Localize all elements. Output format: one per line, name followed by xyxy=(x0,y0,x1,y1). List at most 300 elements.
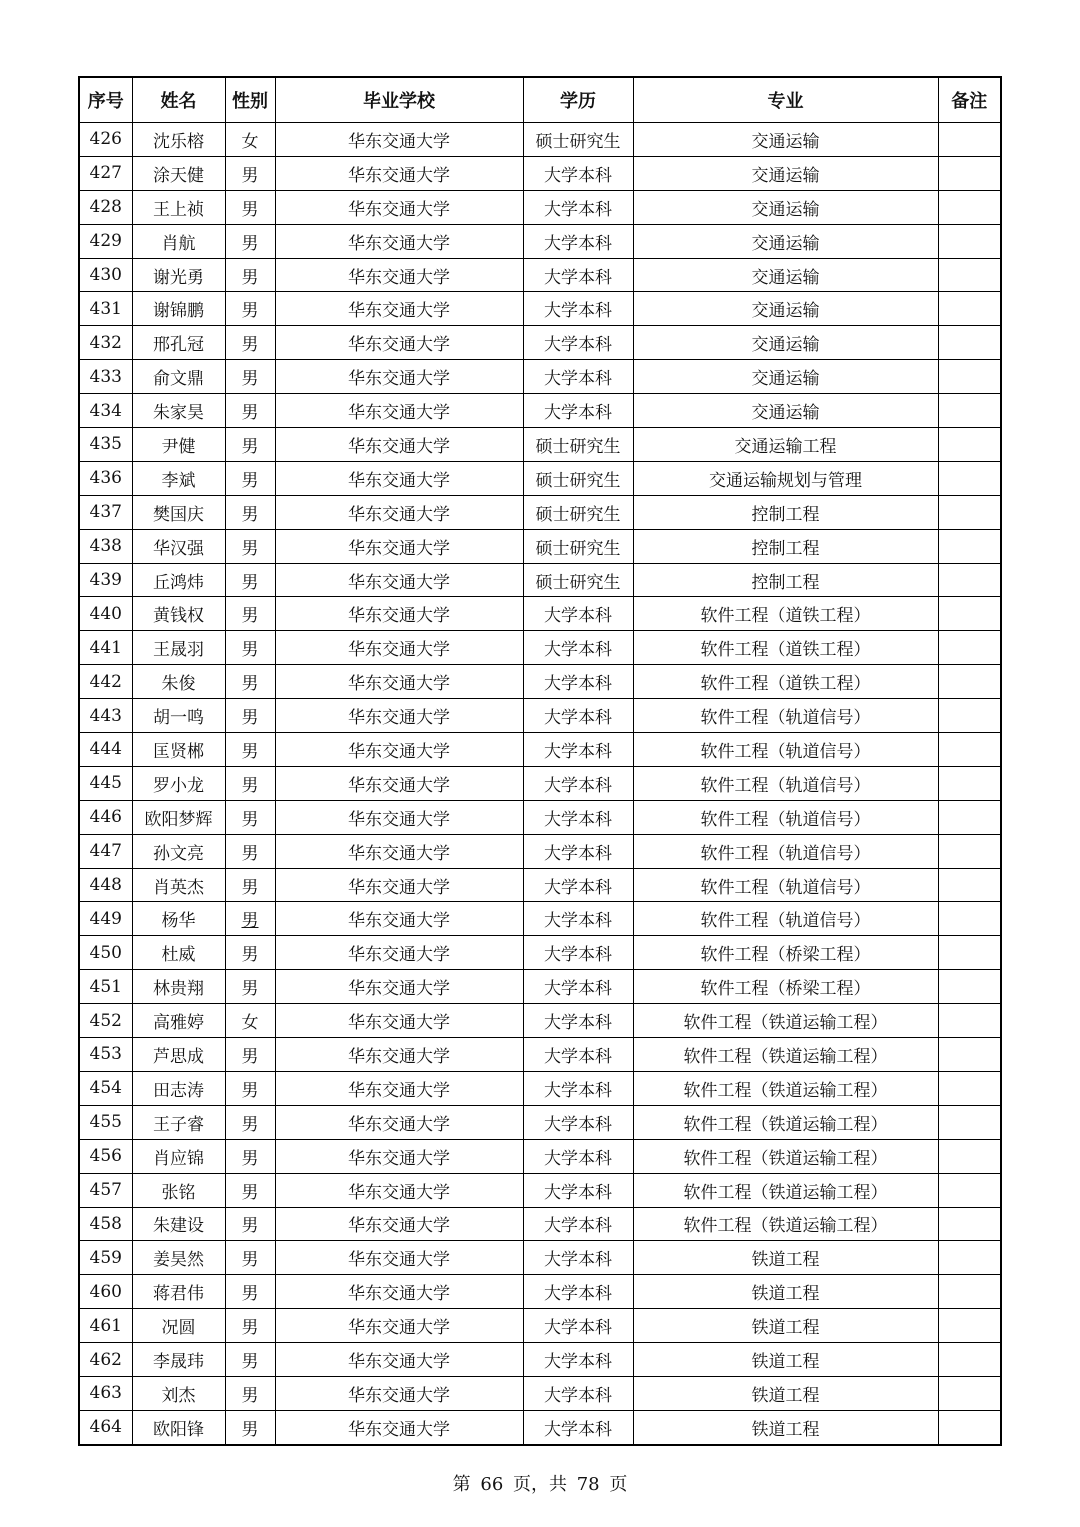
cell-degree: 大学本科 xyxy=(523,1309,633,1343)
cell-remark xyxy=(938,733,1001,767)
cell-name: 邢孔冠 xyxy=(132,326,225,360)
table-row xyxy=(79,1038,1001,1072)
cell-remark xyxy=(938,1241,1001,1275)
cell-remark xyxy=(938,665,1001,699)
cell-no: 439 xyxy=(79,563,132,597)
cell-school: 华东交通大学 xyxy=(275,292,523,326)
cell-name: 杜威 xyxy=(132,936,225,970)
cell-no: 455 xyxy=(79,1105,132,1139)
table-row xyxy=(79,156,1001,190)
cell-no: 431 xyxy=(79,292,132,326)
cell-no: 428 xyxy=(79,190,132,224)
cell-degree: 大学本科 xyxy=(523,1343,633,1377)
cell-gender: 男 xyxy=(225,156,275,190)
table-row xyxy=(79,733,1001,767)
cell-remark xyxy=(938,800,1001,834)
cell-gender: 男 xyxy=(225,394,275,428)
cell-no: 450 xyxy=(79,936,132,970)
cell-major: 铁道工程 xyxy=(633,1410,938,1444)
cell-gender-text: 男 xyxy=(241,911,259,932)
table-row xyxy=(79,800,1001,834)
cell-remark xyxy=(938,597,1001,631)
cell-no: 444 xyxy=(79,733,132,767)
cell-remark xyxy=(938,834,1001,868)
cell-gender: 男 xyxy=(225,1105,275,1139)
cell-name: 樊国庆 xyxy=(132,495,225,529)
cell-degree: 大学本科 xyxy=(523,970,633,1004)
cell-name: 欧阳锋 xyxy=(132,1410,225,1444)
table-row xyxy=(79,258,1001,292)
table-row xyxy=(79,461,1001,495)
cell-degree: 大学本科 xyxy=(523,1376,633,1410)
cell-no: 440 xyxy=(79,597,132,631)
table-row xyxy=(79,495,1001,529)
cell-gender: 男 xyxy=(225,360,275,394)
cell-degree: 硕士研究生 xyxy=(523,461,633,495)
cell-remark xyxy=(938,326,1001,360)
cell-name: 胡一鸣 xyxy=(132,699,225,733)
cell-no: 430 xyxy=(79,258,132,292)
cell-major: 软件工程（道铁工程） xyxy=(633,597,938,631)
cell-school: 华东交通大学 xyxy=(275,563,523,597)
table-row xyxy=(79,1410,1001,1444)
cell-degree: 大学本科 xyxy=(523,1004,633,1038)
cell-remark xyxy=(938,461,1001,495)
cell-no: 443 xyxy=(79,699,132,733)
cell-name: 高雅婷 xyxy=(132,1004,225,1038)
table-row xyxy=(79,360,1001,394)
cell-degree: 大学本科 xyxy=(523,597,633,631)
cell-remark xyxy=(938,1343,1001,1377)
cell-major: 交通运输 xyxy=(633,258,938,292)
cell-gender: 男 xyxy=(225,1343,275,1377)
cell-school: 华东交通大学 xyxy=(275,936,523,970)
table-row xyxy=(79,766,1001,800)
cell-gender: 男 xyxy=(225,1071,275,1105)
cell-degree: 大学本科 xyxy=(523,1207,633,1241)
cell-remark xyxy=(938,529,1001,563)
cell-degree: 大学本科 xyxy=(523,834,633,868)
cell-no: 438 xyxy=(79,529,132,563)
table-row xyxy=(79,1241,1001,1275)
cell-name: 罗小龙 xyxy=(132,766,225,800)
cell-degree: 大学本科 xyxy=(523,1241,633,1275)
cell-no: 435 xyxy=(79,428,132,462)
cell-gender: 男 xyxy=(225,495,275,529)
table-row xyxy=(79,1105,1001,1139)
cell-no: 427 xyxy=(79,156,132,190)
cell-no: 458 xyxy=(79,1207,132,1241)
cell-school: 华东交通大学 xyxy=(275,1343,523,1377)
cell-gender: 男 xyxy=(225,1241,275,1275)
cell-gender: 男 xyxy=(225,461,275,495)
cell-school: 华东交通大学 xyxy=(275,1207,523,1241)
table-row xyxy=(79,1139,1001,1173)
cell-remark xyxy=(938,224,1001,258)
cell-school: 华东交通大学 xyxy=(275,1071,523,1105)
cell-degree: 硕士研究生 xyxy=(523,563,633,597)
cell-degree: 硕士研究生 xyxy=(523,495,633,529)
cell-school: 华东交通大学 xyxy=(275,529,523,563)
cell-degree: 大学本科 xyxy=(523,800,633,834)
cell-no: 459 xyxy=(79,1241,132,1275)
table-row xyxy=(79,665,1001,699)
cell-gender: 男 xyxy=(225,699,275,733)
table-row xyxy=(79,224,1001,258)
cell-no: 460 xyxy=(79,1275,132,1309)
cell-school: 华东交通大学 xyxy=(275,902,523,936)
cell-major: 软件工程（铁道运输工程） xyxy=(633,1038,938,1072)
cell-degree: 大学本科 xyxy=(523,1410,633,1444)
cell-remark xyxy=(938,156,1001,190)
table-row xyxy=(79,970,1001,1004)
cell-gender: 男 xyxy=(225,326,275,360)
cell-major: 软件工程（铁道运输工程） xyxy=(633,1004,938,1038)
cell-degree: 大学本科 xyxy=(523,224,633,258)
cell-name: 谢光勇 xyxy=(132,258,225,292)
cell-school: 华东交通大学 xyxy=(275,699,523,733)
cell-major: 软件工程（道铁工程） xyxy=(633,631,938,665)
cell-name: 芦思成 xyxy=(132,1038,225,1072)
cell-school: 华东交通大学 xyxy=(275,258,523,292)
header-no: 序号 xyxy=(79,77,132,123)
table-row xyxy=(79,868,1001,902)
cell-degree: 大学本科 xyxy=(523,665,633,699)
cell-no: 446 xyxy=(79,800,132,834)
cell-school: 华东交通大学 xyxy=(275,1004,523,1038)
cell-gender: 男 xyxy=(225,1207,275,1241)
cell-name: 朱俊 xyxy=(132,665,225,699)
cell-degree: 大学本科 xyxy=(523,326,633,360)
cell-degree: 大学本科 xyxy=(523,1105,633,1139)
cell-remark xyxy=(938,190,1001,224)
cell-remark xyxy=(938,1173,1001,1207)
cell-major: 交通运输 xyxy=(633,156,938,190)
cell-name: 蒋君伟 xyxy=(132,1275,225,1309)
cell-school: 华东交通大学 xyxy=(275,1410,523,1444)
cell-major: 交通运输工程 xyxy=(633,428,938,462)
cell-major: 交通运输 xyxy=(633,224,938,258)
cell-gender: 男 xyxy=(225,190,275,224)
cell-degree: 大学本科 xyxy=(523,902,633,936)
cell-gender: 男 xyxy=(225,1275,275,1309)
cell-name: 涂天健 xyxy=(132,156,225,190)
cell-name: 林贵翔 xyxy=(132,970,225,1004)
cell-name: 孙文亮 xyxy=(132,834,225,868)
cell-school: 华东交通大学 xyxy=(275,597,523,631)
cell-name: 肖英杰 xyxy=(132,868,225,902)
cell-major: 软件工程（铁道运输工程） xyxy=(633,1105,938,1139)
table-row xyxy=(79,597,1001,631)
cell-major: 控制工程 xyxy=(633,529,938,563)
cell-name: 张铭 xyxy=(132,1173,225,1207)
cell-major: 铁道工程 xyxy=(633,1309,938,1343)
cell-major: 交通运输规划与管理 xyxy=(633,461,938,495)
cell-no: 434 xyxy=(79,394,132,428)
table-row xyxy=(79,123,1001,157)
cell-name: 李斌 xyxy=(132,461,225,495)
cell-no: 464 xyxy=(79,1410,132,1444)
cell-gender: 男 xyxy=(225,258,275,292)
cell-school: 华东交通大学 xyxy=(275,1241,523,1275)
cell-degree: 大学本科 xyxy=(523,1038,633,1072)
cell-remark xyxy=(938,563,1001,597)
cell-gender: 男 xyxy=(225,1309,275,1343)
cell-school: 华东交通大学 xyxy=(275,766,523,800)
cell-no: 457 xyxy=(79,1173,132,1207)
cell-school: 华东交通大学 xyxy=(275,190,523,224)
cell-name: 匡贤郴 xyxy=(132,733,225,767)
cell-no: 463 xyxy=(79,1376,132,1410)
cell-remark xyxy=(938,1207,1001,1241)
cell-remark xyxy=(938,1309,1001,1343)
cell-major: 软件工程（轨道信号） xyxy=(633,766,938,800)
cell-gender: 男 xyxy=(225,665,275,699)
cell-degree: 大学本科 xyxy=(523,631,633,665)
cell-major: 软件工程（桥梁工程） xyxy=(633,970,938,1004)
cell-school: 华东交通大学 xyxy=(275,461,523,495)
cell-school: 华东交通大学 xyxy=(275,631,523,665)
cell-gender: 男 xyxy=(225,292,275,326)
cell-school: 华东交通大学 xyxy=(275,970,523,1004)
table-row xyxy=(79,1004,1001,1038)
cell-school: 华东交通大学 xyxy=(275,868,523,902)
cell-major: 软件工程（桥梁工程） xyxy=(633,936,938,970)
cell-school: 华东交通大学 xyxy=(275,360,523,394)
cell-major: 软件工程（铁道运输工程） xyxy=(633,1207,938,1241)
cell-major: 控制工程 xyxy=(633,495,938,529)
cell-degree: 大学本科 xyxy=(523,292,633,326)
cell-no: 456 xyxy=(79,1139,132,1173)
cell-gender: 男 xyxy=(225,1376,275,1410)
cell-degree: 大学本科 xyxy=(523,936,633,970)
cell-major: 交通运输 xyxy=(633,292,938,326)
cell-degree: 大学本科 xyxy=(523,156,633,190)
cell-remark xyxy=(938,631,1001,665)
cell-major: 软件工程（轨道信号） xyxy=(633,902,938,936)
cell-remark xyxy=(938,936,1001,970)
cell-degree: 大学本科 xyxy=(523,766,633,800)
cell-gender: 男 xyxy=(225,631,275,665)
cell-degree: 大学本科 xyxy=(523,699,633,733)
cell-gender: 女 xyxy=(225,123,275,157)
cell-gender: 男 xyxy=(225,597,275,631)
table-row xyxy=(79,699,1001,733)
cell-name: 肖应锦 xyxy=(132,1139,225,1173)
cell-gender: 男 xyxy=(225,766,275,800)
cell-degree: 大学本科 xyxy=(523,733,633,767)
table-row xyxy=(79,1275,1001,1309)
cell-major: 软件工程（道铁工程） xyxy=(633,665,938,699)
cell-school: 华东交通大学 xyxy=(275,1376,523,1410)
cell-name: 朱建设 xyxy=(132,1207,225,1241)
cell-school: 华东交通大学 xyxy=(275,123,523,157)
cell-name: 刘杰 xyxy=(132,1376,225,1410)
table-row xyxy=(79,1071,1001,1105)
cell-degree: 大学本科 xyxy=(523,1275,633,1309)
cell-school: 华东交通大学 xyxy=(275,495,523,529)
cell-no: 426 xyxy=(79,123,132,157)
cell-degree: 大学本科 xyxy=(523,360,633,394)
table-row xyxy=(79,1343,1001,1377)
cell-gender: 男 xyxy=(225,868,275,902)
cell-remark xyxy=(938,970,1001,1004)
cell-no: 451 xyxy=(79,970,132,1004)
table-row xyxy=(79,428,1001,462)
cell-school: 华东交通大学 xyxy=(275,1105,523,1139)
table-row xyxy=(79,902,1001,936)
table-row xyxy=(79,529,1001,563)
cell-school: 华东交通大学 xyxy=(275,156,523,190)
cell-name: 黄钱权 xyxy=(132,597,225,631)
cell-name: 朱家昊 xyxy=(132,394,225,428)
cell-gender: 男 xyxy=(225,800,275,834)
cell-major: 交通运输 xyxy=(633,394,938,428)
cell-no: 448 xyxy=(79,868,132,902)
cell-degree: 硕士研究生 xyxy=(523,529,633,563)
cell-gender: 男 xyxy=(225,733,275,767)
cell-school: 华东交通大学 xyxy=(275,1038,523,1072)
cell-name: 况圆 xyxy=(132,1309,225,1343)
cell-name: 华汉强 xyxy=(132,529,225,563)
table-header-row xyxy=(79,77,1001,123)
header-remark: 备注 xyxy=(938,77,1001,123)
cell-no: 453 xyxy=(79,1038,132,1072)
cell-name: 俞文鼎 xyxy=(132,360,225,394)
cell-major: 交通运输 xyxy=(633,326,938,360)
cell-no: 447 xyxy=(79,834,132,868)
cell-no: 432 xyxy=(79,326,132,360)
cell-school: 华东交通大学 xyxy=(275,733,523,767)
cell-remark xyxy=(938,292,1001,326)
header-school: 毕业学校 xyxy=(275,77,523,123)
cell-degree: 大学本科 xyxy=(523,1139,633,1173)
cell-degree: 硕士研究生 xyxy=(523,123,633,157)
cell-name: 王晟羽 xyxy=(132,631,225,665)
cell-gender: 男 xyxy=(225,970,275,1004)
cell-major: 铁道工程 xyxy=(633,1275,938,1309)
cell-school: 华东交通大学 xyxy=(275,800,523,834)
cell-gender: 男 xyxy=(225,1139,275,1173)
cell-no: 442 xyxy=(79,665,132,699)
header-name: 姓名 xyxy=(132,77,225,123)
cell-major: 软件工程（轨道信号） xyxy=(633,733,938,767)
cell-school: 华东交通大学 xyxy=(275,834,523,868)
cell-major: 软件工程（铁道运输工程） xyxy=(633,1139,938,1173)
cell-gender: 男 xyxy=(225,834,275,868)
cell-remark xyxy=(938,360,1001,394)
cell-remark xyxy=(938,394,1001,428)
cell-school: 华东交通大学 xyxy=(275,224,523,258)
cell-name: 沈乐榕 xyxy=(132,123,225,157)
cell-name: 丘鸿炜 xyxy=(132,563,225,597)
cell-no: 461 xyxy=(79,1309,132,1343)
cell-name: 李晟玮 xyxy=(132,1343,225,1377)
cell-name: 欧阳梦辉 xyxy=(132,800,225,834)
table-row xyxy=(79,326,1001,360)
cell-major: 软件工程（轨道信号） xyxy=(633,868,938,902)
header-major: 专业 xyxy=(633,77,938,123)
table-row xyxy=(79,1309,1001,1343)
cell-school: 华东交通大学 xyxy=(275,428,523,462)
cell-name: 谢锦鹏 xyxy=(132,292,225,326)
cell-remark xyxy=(938,1376,1001,1410)
cell-gender: 男 xyxy=(225,936,275,970)
header-gender: 性别 xyxy=(225,77,275,123)
cell-name: 王子睿 xyxy=(132,1105,225,1139)
cell-no: 441 xyxy=(79,631,132,665)
cell-name: 肖航 xyxy=(132,224,225,258)
cell-no: 462 xyxy=(79,1343,132,1377)
cell-remark xyxy=(938,868,1001,902)
cell-degree: 大学本科 xyxy=(523,258,633,292)
cell-major: 软件工程（铁道运输工程） xyxy=(633,1173,938,1207)
cell-major: 交通运输 xyxy=(633,190,938,224)
cell-school: 华东交通大学 xyxy=(275,1309,523,1343)
cell-degree: 大学本科 xyxy=(523,394,633,428)
table-row xyxy=(79,1376,1001,1410)
cell-major: 铁道工程 xyxy=(633,1376,938,1410)
cell-school: 华东交通大学 xyxy=(275,326,523,360)
cell-major: 铁道工程 xyxy=(633,1343,938,1377)
cell-remark xyxy=(938,699,1001,733)
cell-gender: 女 xyxy=(225,1004,275,1038)
cell-remark xyxy=(938,902,1001,936)
cell-name: 杨华 xyxy=(132,902,225,936)
table-row xyxy=(79,292,1001,326)
cell-remark xyxy=(938,1139,1001,1173)
cell-name: 尹健 xyxy=(132,428,225,462)
cell-no: 436 xyxy=(79,461,132,495)
cell-remark xyxy=(938,428,1001,462)
cell-name: 姜昊然 xyxy=(132,1241,225,1275)
cell-remark xyxy=(938,1410,1001,1444)
cell-school: 华东交通大学 xyxy=(275,1139,523,1173)
cell-gender: 男 xyxy=(225,529,275,563)
cell-degree: 大学本科 xyxy=(523,1173,633,1207)
cell-major: 软件工程（轨道信号） xyxy=(633,699,938,733)
table-row xyxy=(79,631,1001,665)
cell-gender: 男 xyxy=(225,1038,275,1072)
cell-school: 华东交通大学 xyxy=(275,394,523,428)
cell-no: 454 xyxy=(79,1071,132,1105)
table-row xyxy=(79,834,1001,868)
cell-remark xyxy=(938,1038,1001,1072)
cell-degree: 硕士研究生 xyxy=(523,428,633,462)
table-row xyxy=(79,1207,1001,1241)
personnel-table xyxy=(78,76,1002,1446)
cell-major: 软件工程（轨道信号） xyxy=(633,834,938,868)
page-footer: 第 66 页，共 78 页 xyxy=(452,1474,628,1495)
cell-remark xyxy=(938,1071,1001,1105)
cell-name: 田志涛 xyxy=(132,1071,225,1105)
cell-name: 王上祯 xyxy=(132,190,225,224)
header-degree: 学历 xyxy=(523,77,633,123)
cell-remark xyxy=(938,123,1001,157)
cell-remark xyxy=(938,766,1001,800)
cell-major: 控制工程 xyxy=(633,563,938,597)
cell-school: 华东交通大学 xyxy=(275,1173,523,1207)
cell-no: 452 xyxy=(79,1004,132,1038)
cell-gender: 男 xyxy=(225,1173,275,1207)
cell-major: 铁道工程 xyxy=(633,1241,938,1275)
cell-major: 软件工程（铁道运输工程） xyxy=(633,1071,938,1105)
cell-gender: 男 xyxy=(225,1410,275,1444)
cell-major: 软件工程（轨道信号） xyxy=(633,800,938,834)
cell-school: 华东交通大学 xyxy=(275,1275,523,1309)
cell-major: 交通运输 xyxy=(633,360,938,394)
cell-degree: 大学本科 xyxy=(523,190,633,224)
